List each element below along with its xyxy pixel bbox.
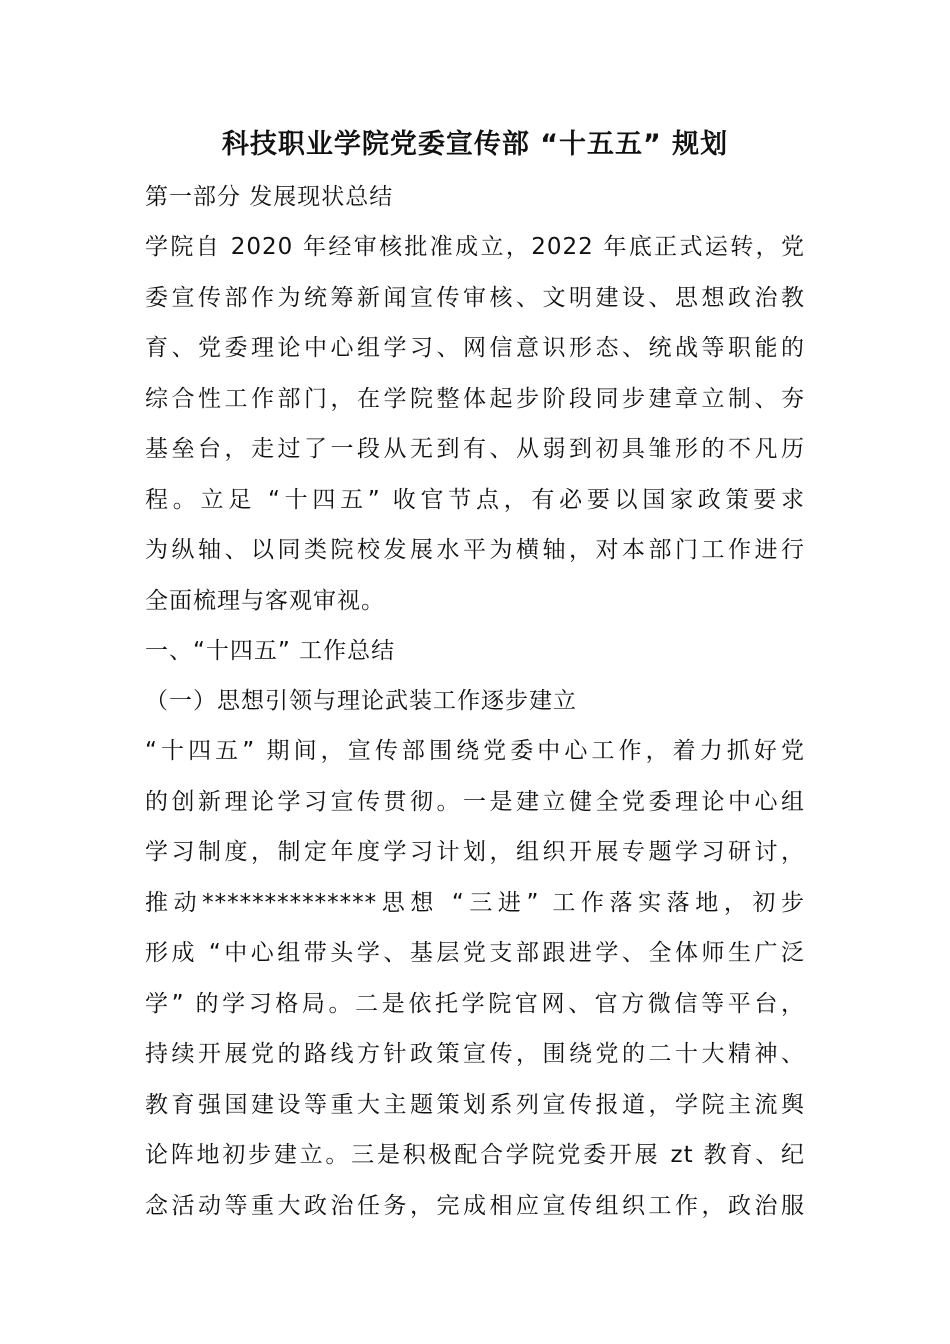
text-line: 持续开展党的路线方针政策宣传，围绕党的二十大精神、 [145,1041,805,1067]
text-line: 基垒台，走过了一段从无到有、从弱到初具雏形的不凡历 [145,436,805,462]
document-page [145,118,805,1231]
text-line: 推动**************思想 “三进” 工作落实落地，初步 [145,889,805,916]
text-line: 程。立足 “十四五” 收官节点，有必要以国家政策要求 [145,486,805,513]
text-line: 念活动等重大政治任务，完成相应宣传组织工作，政治服 [145,1192,805,1219]
text-line: 综合性工作部门，在学院整体起步阶段同步建章立制、夯 [145,385,805,412]
text-line: 为纵轴、以同类院校发展水平为横轴，对本部门工作进行 [145,537,805,563]
intro-paragraph [145,222,805,626]
text-line: 学院自 2020 年经审核批准成立，2022 年底正式运转，党 [145,234,805,260]
text-line: “十四五” 期间，宣传部围绕党委中心工作，着力抓好党 [145,738,805,764]
subsection1-heading: （一）思想引领与理论武装工作逐步建立 [145,688,577,714]
text-line: 形成 “中心组带头学、基层党支部跟进学、全体师生广泛 [145,940,805,966]
body-paragraph [145,726,805,1231]
document-title: 科技职业学院党委宣传部 “十五五” 规划 [221,129,729,160]
part1-heading: 第一部分 发展现状总结 [145,184,394,210]
text-line: 育、党委理论中心组学习、网信意识形态、统战等职能的 [145,335,805,361]
text-line: 学习制度，制定年度学习计划，组织开展专题学习研讨， [145,839,805,865]
text-line: 委宣传部作为统筹新闻宣传审核、文明建设、思想政治教 [145,284,805,311]
text-line: 全面梳理与客观审视。 [145,587,385,614]
text-line: 学” 的学习格局。二是依托学院官网、官方微信等平台， [145,990,805,1017]
section1-heading: 一、“十四五” 工作总结 [145,638,396,664]
text-line: 论阵地初步建立。三是积极配合学院党委开展 zt 教育、纪 [145,1142,805,1168]
text-line: 的创新理论学习宣传贯彻。一是建立健全党委理论中心组 [145,788,805,815]
text-line: 教育强国建设等重大主题策划系列宣传报道，学院主流舆 [145,1091,805,1118]
